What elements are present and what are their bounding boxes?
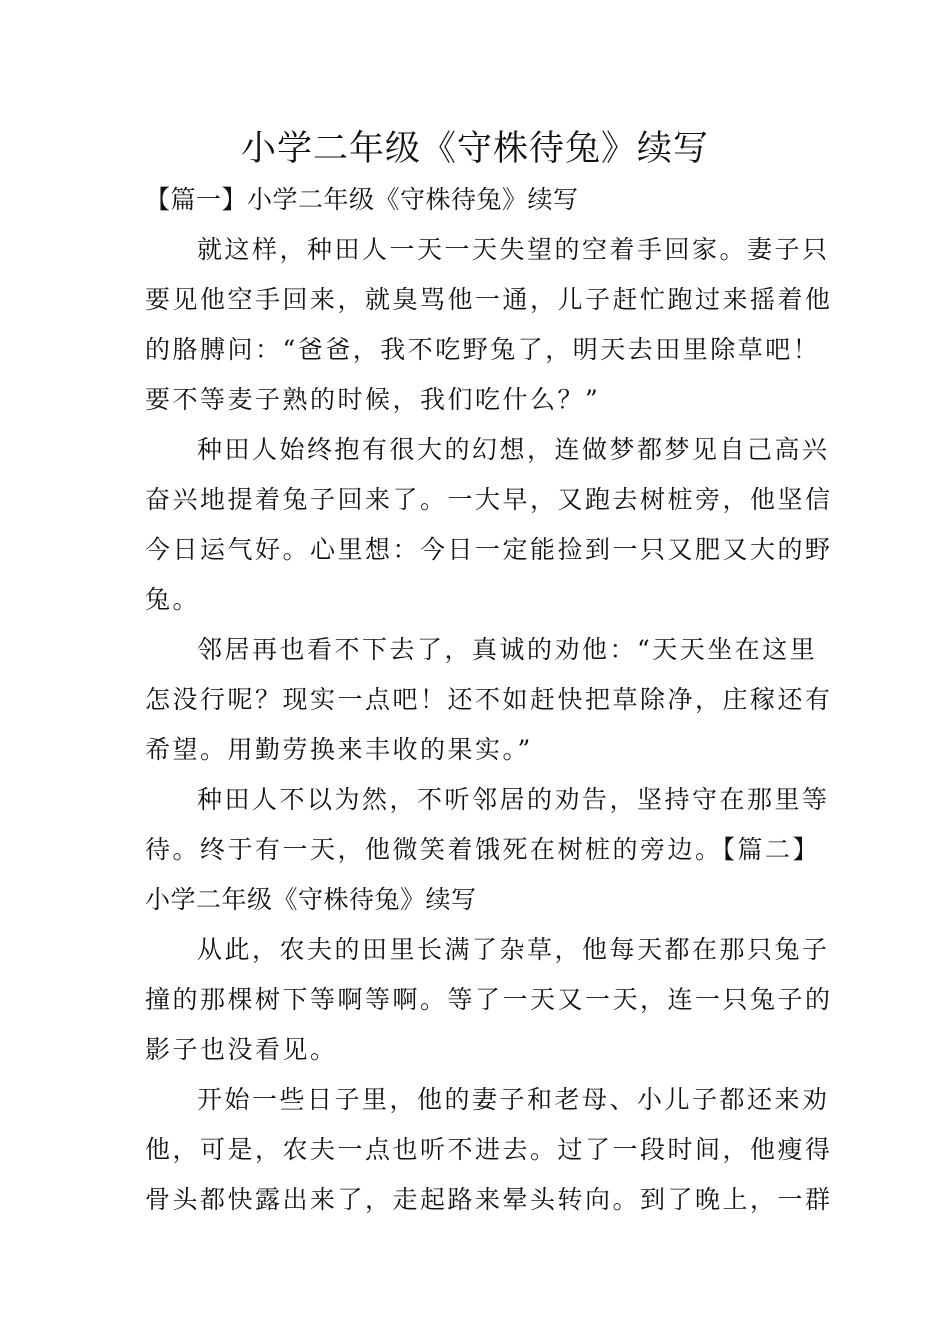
text-line: 待。终于有一天，他微笑着饿死在树桩的旁边。【篇二】 [145, 835, 821, 864]
text-line: 邻居再也看不下去了，真诚的劝他：“天天坐在这里 [197, 635, 818, 664]
text-line: 骨头都快露出来了，走起路来晕头转向。到了晚上，一群 [145, 1185, 833, 1214]
section-heading-2: 小学二年级《守株待兔》续写 [145, 885, 477, 914]
text-line: 要不等麦子熟的时候，我们吃什么？” [145, 385, 601, 414]
text-line: 今日运气好。心里想：今日一定能捡到一只又肥又大的野 [145, 535, 833, 564]
section-heading-1: 【篇一】小学二年级《守株待兔》续写 [145, 185, 579, 214]
text-line: 种田人不以为然，不听邻居的劝告，坚持守在那里等 [197, 785, 830, 814]
text-line: 从此，农夫的田里长满了杂草，他每天都在那只兔子 [197, 935, 830, 964]
text-line: 要见他空手回来，就臭骂他一通，儿子赶忙跑过来摇着他 [145, 285, 833, 314]
page-title: 小学二年级《守株待兔》续写 [240, 129, 709, 169]
text-line: 撞的那棵树下等啊等啊。等了一天又一天，连一只兔子的 [145, 985, 833, 1014]
text-line: 兔。 [145, 585, 201, 614]
text-line: 开始一些日子里，他的妻子和老母、小儿子都还来劝 [197, 1085, 830, 1114]
text-line: 希望。用勤劳换来丰收的果实。” [145, 735, 533, 764]
text-line: 的胳膊问：“爸爸，我不吃野兔了，明天去田里除草吧！ [145, 335, 821, 364]
text-line: 他，可是，农夫一点也听不进去。过了一段时间，他瘦得 [145, 1135, 833, 1164]
text-line: 就这样，种田人一天一天失望的空着手回家。妻子只 [197, 235, 830, 264]
text-line: 影子也没看见。 [145, 1035, 338, 1064]
text-line: 奋兴地提着兔子回来了。一大早，又跑去树桩旁，他坚信 [145, 485, 833, 514]
text-line: 种田人始终抱有很大的幻想，连做梦都梦见自己高兴 [197, 435, 830, 464]
text-line: 怎没行呢？现实一点吧！还不如赶快把草除净，庄稼还有 [145, 685, 833, 714]
